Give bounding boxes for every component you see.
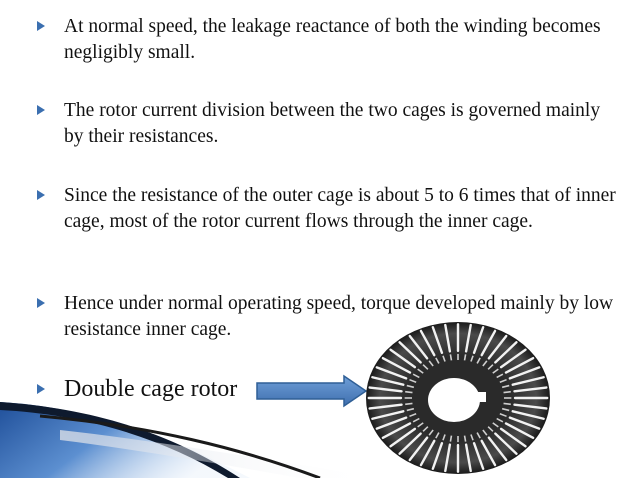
rotor-inner-slot bbox=[504, 403, 511, 404]
rotor-inner-slot bbox=[465, 436, 466, 442]
rotor-inner-slot bbox=[450, 354, 451, 360]
triangle-bullet-icon bbox=[36, 297, 46, 309]
triangle-bullet-icon bbox=[36, 189, 46, 201]
rotor-inner-slot bbox=[465, 354, 466, 360]
bullet-item bbox=[36, 183, 616, 263]
triangle-bullet-icon bbox=[36, 20, 46, 32]
rotor-inner-slot bbox=[450, 436, 451, 442]
decorative-swoosh bbox=[0, 396, 420, 478]
bullet-text: Hence under normal operating speed, torque developed mainly by low resistance inner cage. bbox=[64, 293, 614, 340]
bullet-text: The rotor current division between the two cages is governed mainly by their resistances. bbox=[64, 100, 601, 147]
bullet-text: At normal speed, the leakage reactance of both the winding becomes negligibly small. bbox=[64, 16, 601, 63]
bullet-text-caption: Double cage rotor bbox=[64, 376, 238, 402]
bullet-item bbox=[36, 14, 616, 70]
bullet-text: Since the resistance of the outer cage is about 5 to 6 times that of inner cage, most of the rotor current flows through the inner cage. bbox=[64, 185, 616, 232]
shaft-bore bbox=[428, 378, 480, 422]
triangle-bullet-icon bbox=[36, 104, 46, 116]
rotor-inner-slot bbox=[405, 392, 412, 393]
triangle-bullet-icon bbox=[36, 383, 46, 395]
bullet-item bbox=[36, 98, 616, 154]
rotor-inner-slot bbox=[504, 392, 511, 393]
keyway bbox=[476, 392, 486, 402]
